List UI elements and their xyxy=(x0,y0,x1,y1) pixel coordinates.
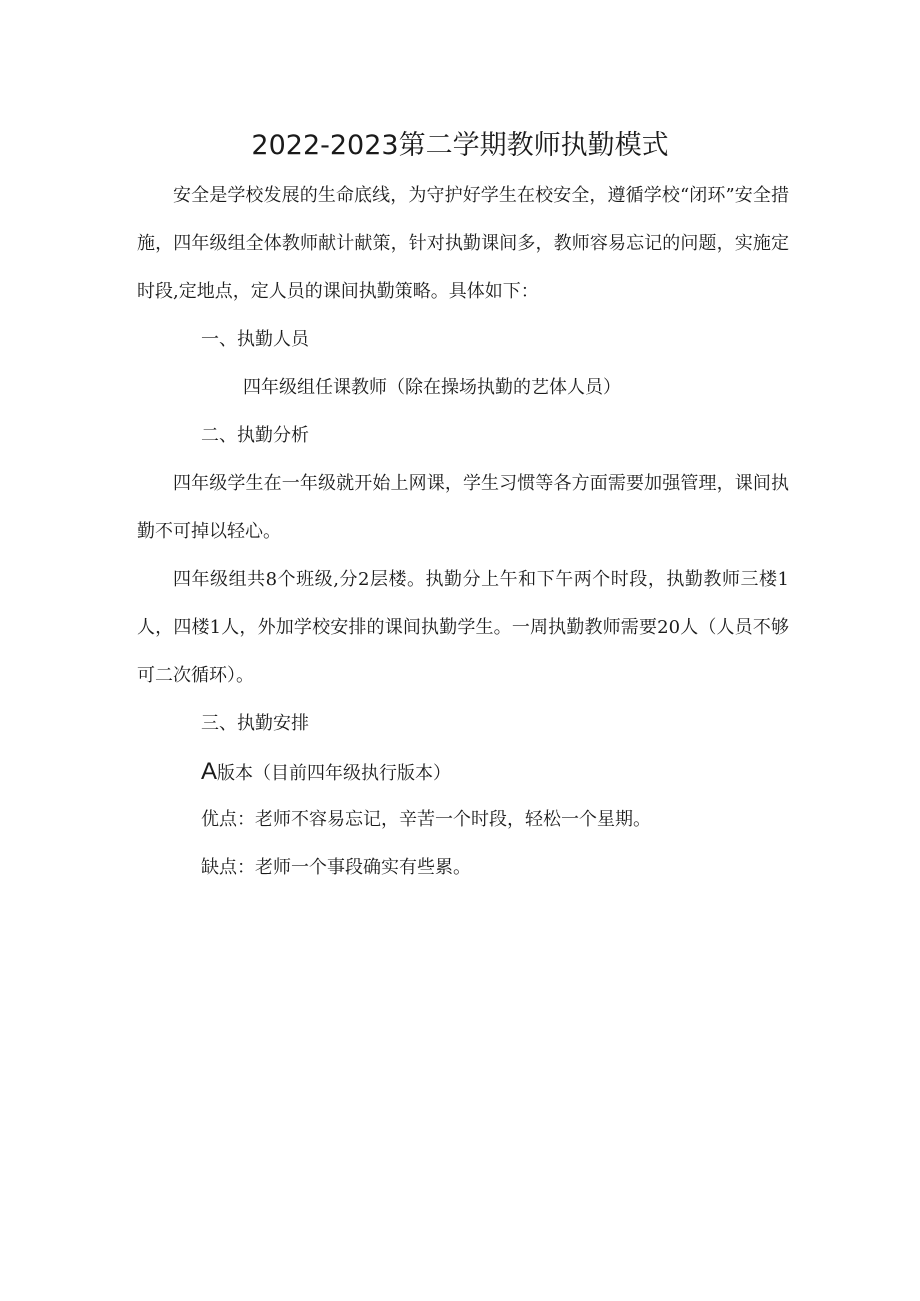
intro-paragraph: 安全是学校发展的生命底线，为守护好学生在校安全，遵循学校“闭环”安全措施，四年级组全体教师献计献策，针对执勤课间多，教师容易忘记的问题，实施定时段,定地点，定人员的课间执勤策略。具体如下： xyxy=(137,185,789,302)
version-letter: A xyxy=(201,758,218,785)
section3-heading: 三、执勤安排 xyxy=(201,713,309,734)
section2-paragraph-2: 四年级组共8个班级,分2层楼。执勤分上午和下午两个时段，执勤教师三楼1人，四楼1人，外加学校安排的课间执勤学生。一周执勤教师需要20人（人员不够可二次循环）。 xyxy=(137,569,789,686)
section2-paragraph-1: 四年级学生在一年级就开始上网课，学生习惯等各方面需要加强管理，课间执勤不可掉以轻心。 xyxy=(137,473,789,542)
section1-heading: 一、执勤人员 xyxy=(201,329,309,350)
version-line xyxy=(201,748,451,798)
version-text: 版本（目前四年级执行版本） xyxy=(217,763,452,784)
section1-content: 四年级组任课教师（除在操场执勤的艺体人员） xyxy=(243,377,621,398)
document-title: 2022-2023第二学期教师执勤模式 xyxy=(251,130,669,161)
section2-heading: 二、执勤分析 xyxy=(201,425,309,446)
pros-line: 优点：老师不容易忘记，辛苦一个时段，轻松一个星期。 xyxy=(201,809,651,830)
cons-line: 缺点：老师一个事段确实有些累。 xyxy=(201,857,471,878)
